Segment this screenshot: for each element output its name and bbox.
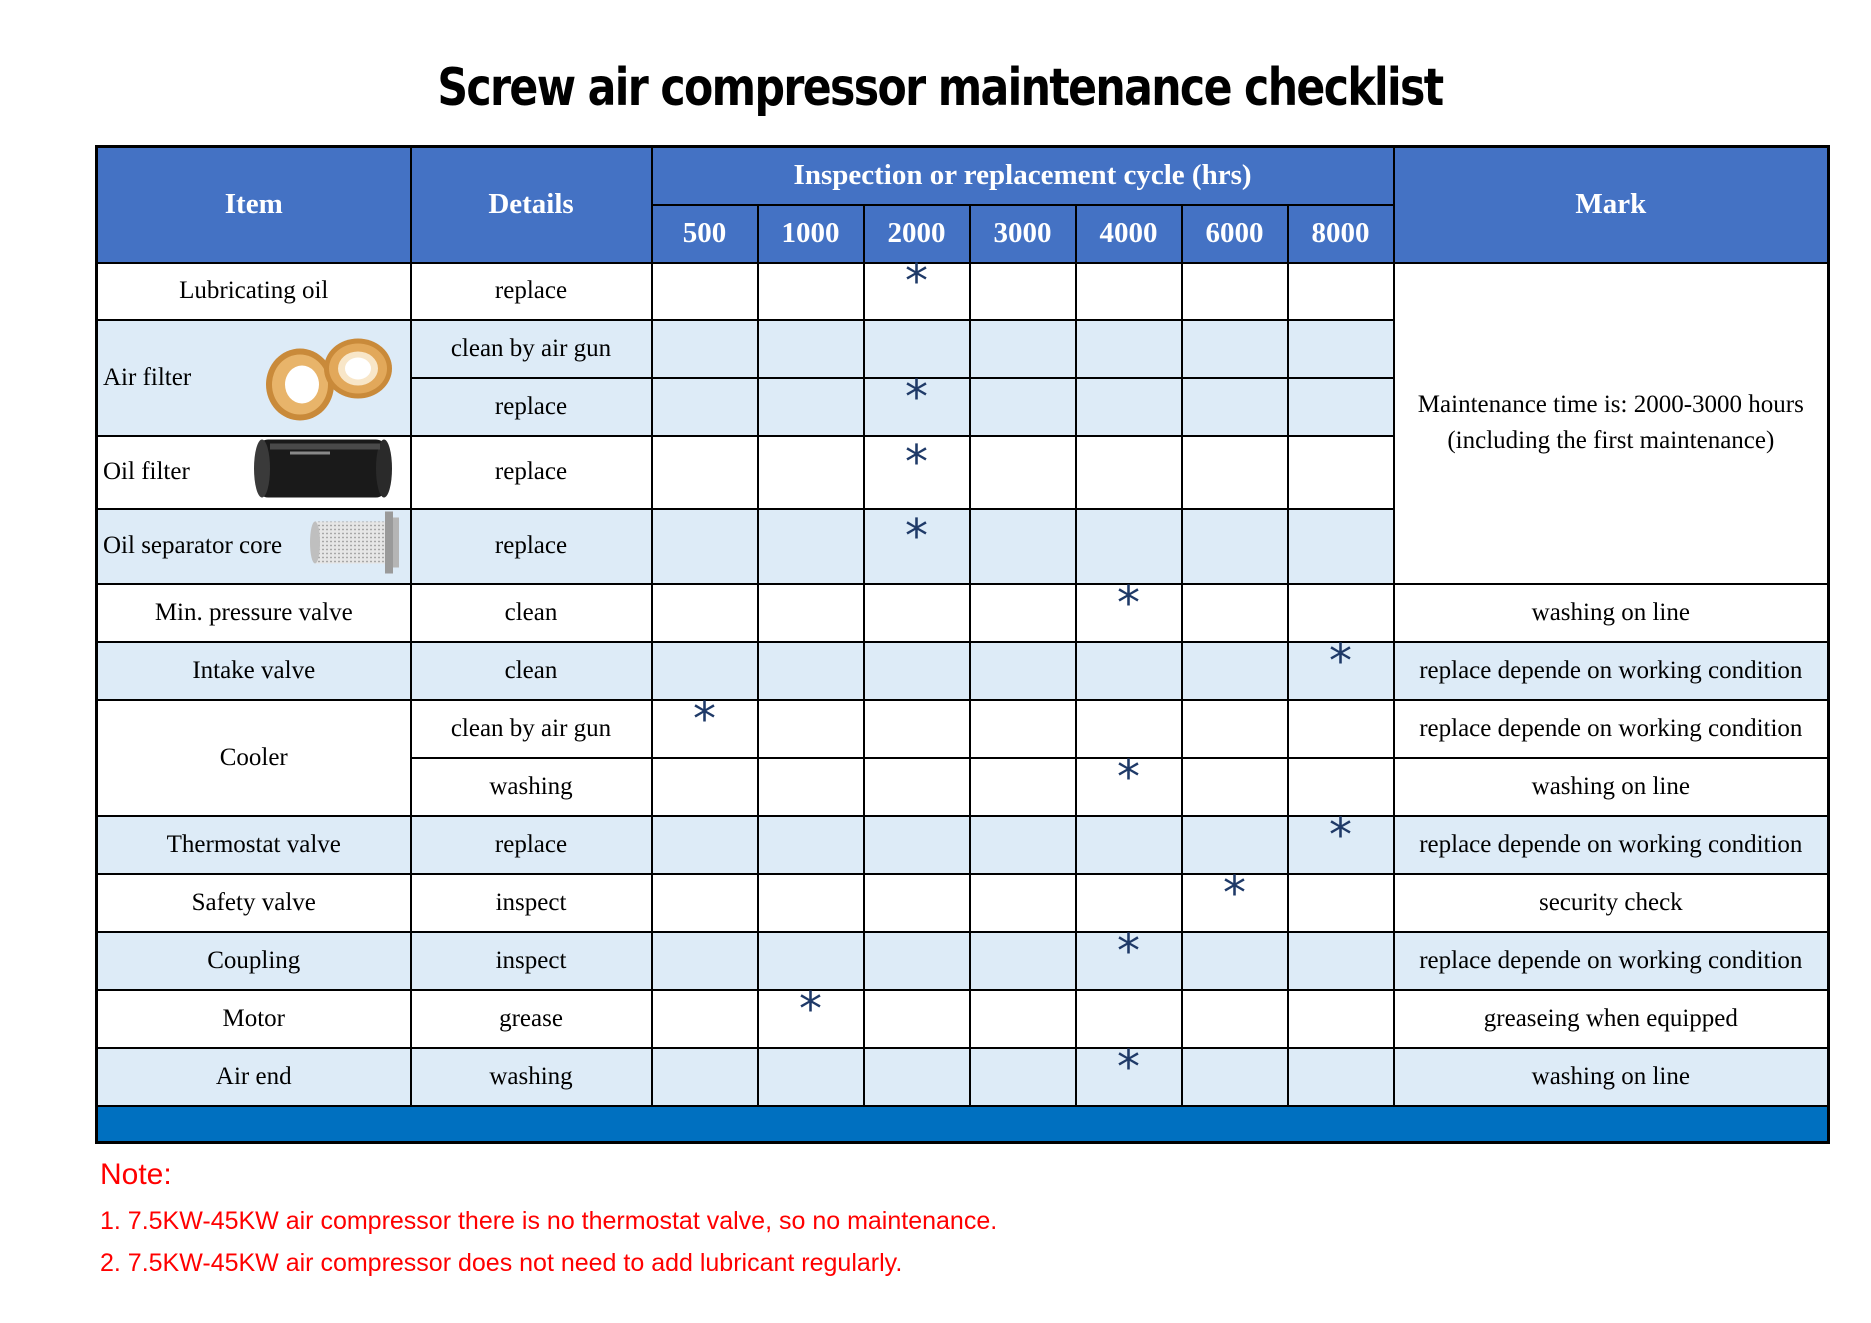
table-row xyxy=(97,1048,1829,1106)
asterisk-icon: * xyxy=(799,981,822,1036)
detail-cell: clean xyxy=(411,642,652,700)
detail-cell: inspect xyxy=(411,874,652,932)
detail-cell: grease xyxy=(411,990,652,1048)
maintenance-mark-cell xyxy=(1394,263,1829,584)
detail-cell: clean xyxy=(411,584,652,642)
asterisk-icon: * xyxy=(1329,807,1353,862)
table-row xyxy=(97,584,1829,642)
maintenance-mark-line1: Maintenance time is: 2000-3000 hours xyxy=(1417,391,1804,418)
mark-cell: replace depende on working condition xyxy=(1394,642,1829,700)
asterisk-icon: * xyxy=(905,435,928,489)
table-row xyxy=(97,700,1829,758)
asterisk-icon: * xyxy=(905,369,928,424)
item-cell xyxy=(97,436,411,509)
table-row xyxy=(97,642,1829,700)
table-row xyxy=(97,263,1829,320)
detail-cell: inspect xyxy=(411,932,652,990)
header-hours-8000: 8000 xyxy=(1288,205,1394,263)
item-label: Oil separator core xyxy=(103,532,283,559)
asterisk-icon: * xyxy=(693,691,716,746)
detail-cell: washing xyxy=(411,1048,652,1106)
header-hours-1000: 1000 xyxy=(758,205,864,263)
oil-filter-image xyxy=(250,434,400,511)
asterisk-icon: * xyxy=(1117,1039,1140,1094)
asterisk-icon: * xyxy=(1329,633,1353,688)
header-hours-3000: 3000 xyxy=(970,205,1076,263)
detail-cell: clean by air gun xyxy=(411,320,652,378)
item-cell: Min. pressure valve xyxy=(97,584,411,642)
table-row xyxy=(97,990,1829,1048)
item-cell xyxy=(97,509,411,584)
detail-cell: replace xyxy=(411,378,652,436)
note-line-1: 1. 7.5KW-45KW air compressor there is no thermostat valve, so no maintenance. xyxy=(100,1207,998,1235)
item-cell xyxy=(97,320,411,436)
header-details: Details xyxy=(411,147,652,263)
asterisk-icon: * xyxy=(1117,575,1140,630)
table-row xyxy=(97,932,1829,990)
item-cell: Cooler xyxy=(97,700,411,816)
item-cell: Air end xyxy=(97,1048,411,1106)
detail-cell: replace xyxy=(411,436,652,509)
header-cycle: Inspection or replacement cycle (hrs) xyxy=(652,147,1394,205)
item-cell: Lubricating oil xyxy=(97,263,411,320)
maintenance-table xyxy=(95,145,1830,1144)
mark-cell: washing on line xyxy=(1394,1048,1829,1106)
mark-cell: washing on line xyxy=(1394,758,1829,816)
mark-cell: replace depende on working condition xyxy=(1394,816,1829,874)
detail-cell: replace xyxy=(411,816,652,874)
header-hours-2000: 2000 xyxy=(864,205,970,263)
asterisk-icon: * xyxy=(1223,865,1246,920)
detail-cell: replace xyxy=(411,509,652,584)
mark-cell: replace depende on working condition xyxy=(1394,932,1829,990)
notes-title: Note: xyxy=(100,1158,172,1191)
air-filter-image xyxy=(260,324,400,431)
mark-cell: security check xyxy=(1394,874,1829,932)
item-cell: Motor xyxy=(97,990,411,1048)
detail-cell: replace xyxy=(411,263,652,320)
asterisk-icon: * xyxy=(905,509,928,563)
item-cell: Safety valve xyxy=(97,874,411,932)
mark-cell: washing on line xyxy=(1394,584,1829,642)
detail-cell: washing xyxy=(411,758,652,816)
asterisk-icon: * xyxy=(1117,923,1140,978)
header-hours-4000: 4000 xyxy=(1076,205,1182,263)
header-item: Item xyxy=(97,147,411,263)
item-label: Oil filter xyxy=(103,458,190,485)
footer-bar xyxy=(97,1106,1829,1143)
table-row xyxy=(97,874,1829,932)
header-mark: Mark xyxy=(1394,147,1829,263)
oil-separator-image xyxy=(309,508,404,585)
mark-cell: replace depende on working condition xyxy=(1394,700,1829,758)
page-title: Screw air compressor maintenance checklist xyxy=(437,58,1443,118)
table-row xyxy=(97,816,1829,874)
header-hours-6000: 6000 xyxy=(1182,205,1288,263)
item-cell: Coupling xyxy=(97,932,411,990)
asterisk-icon: * xyxy=(1117,749,1140,804)
mark-cell: greaseing when equipped xyxy=(1394,990,1829,1048)
note-line-2: 2. 7.5KW-45KW air compressor does not need to add lubricant regularly. xyxy=(100,1249,903,1277)
detail-cell: clean by air gun xyxy=(411,700,652,758)
item-label: Air filter xyxy=(103,363,192,391)
maintenance-mark-line2: (including the first maintenance) xyxy=(1447,427,1775,454)
item-cell: Intake valve xyxy=(97,642,411,700)
asterisk-icon: * xyxy=(905,254,928,308)
header-hours-500: 500 xyxy=(652,205,758,263)
notes-section xyxy=(100,1158,997,1284)
item-cell: Thermostat valve xyxy=(97,816,411,874)
